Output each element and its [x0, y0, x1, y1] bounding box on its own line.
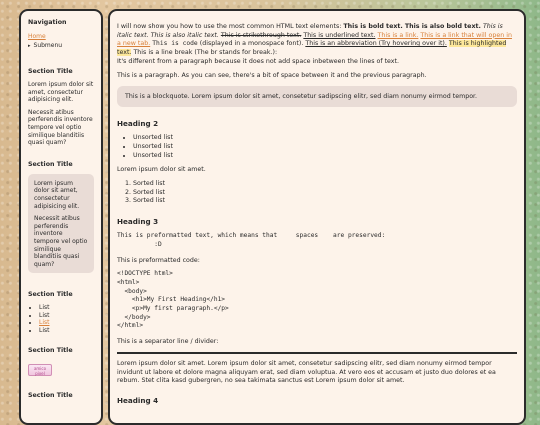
intro-paragraph: [117, 23, 517, 67]
nav-list: [28, 32, 94, 51]
list-item: • Unsorted list: [133, 152, 517, 161]
navigation-title: Navigation: [28, 19, 67, 26]
sidebar-section-5: [28, 392, 94, 399]
abbreviation[interactable]: This is an abbreviation (Try hovering over it).: [305, 40, 447, 48]
highlighted-text: This is highlighted text.: [117, 40, 507, 57]
sidebar-section-3: [28, 291, 94, 334]
paragraph: This is a paragraph. As you can see, there's a bit of space between it and the previous paragraph.: [117, 71, 427, 79]
nav-item-home[interactable]: [28, 32, 94, 41]
code-text: This is code: [152, 40, 198, 48]
code-suffix: (displayed in a monospace font).: [199, 40, 304, 48]
sorted-list: [117, 180, 517, 206]
sidebar-list-item: • List: [39, 304, 94, 312]
paragraph: Lorem ipsum dolor sit amet.: [117, 166, 206, 174]
sidebar-list-item[interactable]: [39, 319, 94, 327]
preformatted-code: <!DOCTYPE html> <html> <body> <h1>My First Heading</h1> <p>My first paragraph.</p> </body> </html>: [117, 270, 229, 330]
sidebar-list-item: • List: [39, 327, 94, 335]
section-text: Lorem ipsum dolor sit amet, consectetur adipisicing elit.: [28, 81, 94, 104]
section-title: Section Title: [28, 160, 73, 168]
pixel-badge[interactable]: amico pixel: [28, 364, 52, 376]
italic-text: This is italic text.: [117, 23, 503, 39]
line-break-text: This is a line break (The br stands for break.):: [133, 49, 278, 57]
home-link[interactable]: Home: [28, 33, 46, 40]
sidebar: [19, 9, 103, 425]
main-content: [108, 9, 526, 425]
section-title: Section Title: [28, 346, 73, 354]
sidebar-list: [28, 304, 94, 334]
underlined-text: This is underlined text.: [303, 31, 376, 39]
heading-2: Heading 2: [117, 119, 159, 129]
sidebar-quote-box: [28, 174, 94, 274]
list-item: • Unsorted list: [133, 143, 517, 152]
bold-text: This is also bold text.: [404, 23, 481, 30]
sidebar-section-4: [28, 347, 94, 379]
paragraph: This is preformatted code:: [117, 256, 200, 264]
sidebar-section-1: [28, 68, 94, 147]
strikethrough-text: This is strikethrough text.: [220, 31, 302, 39]
list-item: 2. Sorted list: [133, 189, 517, 198]
blockquote: This is a blockquote. Lorem ipsum dolor sit amet, consetetur sadipscing elitr, sed diam nonumy eirmod tempor.: [117, 86, 517, 107]
sidebar-section-2: [28, 161, 94, 274]
section-title: Section Title: [28, 68, 73, 75]
section-title: Section Title: [28, 291, 73, 299]
heading-3: Heading 3: [117, 217, 159, 227]
line-break-text-2: It's different from a paragraph because it does not add space inbetween the lines of text.: [117, 57, 399, 65]
section-title: Section Title: [28, 391, 73, 399]
preformatted-text: This is preformatted text, which means that spaces are preserved: :D: [117, 232, 386, 248]
paragraph: This is a separator line / divider:: [117, 338, 219, 346]
sidebar-list-link[interactable]: List: [39, 319, 50, 327]
paragraph: Lorem ipsum dolor sit amet. Lorem ipsum dolor sit amet, consetetur sadipscing elitr, sed diam nonumy eirmod tempor invidunt ut labore et dolore magna aliquyam erat, sed diam voluptua. At vero eos et accusam et justo duo dolores et ea rebum. Stet clita kasd gubergren, no sea takimata sanctus est Lorem ipsum dolor sit amet.: [117, 359, 496, 385]
bold-text: This is bold text.: [343, 23, 403, 30]
divider: [117, 352, 517, 354]
italic-text: This is also italic text.: [150, 31, 219, 39]
section-text: Necessit atibus perferendis inventore tempore vel optio similique blanditiis quasi quam?: [28, 108, 93, 147]
list-item: • Unsorted list: [133, 134, 517, 143]
heading-4: Heading 4: [117, 395, 159, 405]
section-text: Lorem ipsum dolor sit amet, consectetur adipisicing elit.: [34, 179, 80, 210]
link[interactable]: This is a link.: [377, 31, 419, 39]
sidebar-list-item: • List: [39, 312, 94, 320]
intro-text: I will now show you how to use the most common HTML text elements:: [117, 23, 344, 30]
section-text: Necessit atibus perferendis inventore tempore vel optio similique blanditiis quasi quam?: [34, 215, 88, 268]
unsorted-list: [117, 134, 517, 160]
list-item: 1. Sorted list: [133, 180, 517, 189]
list-item: 3. Sorted list: [133, 197, 517, 206]
new-tab-link[interactable]: This is a link that will open in a new tab.: [117, 31, 512, 48]
nav-item-submenu[interactable]: ▸ Submenu: [28, 41, 94, 51]
